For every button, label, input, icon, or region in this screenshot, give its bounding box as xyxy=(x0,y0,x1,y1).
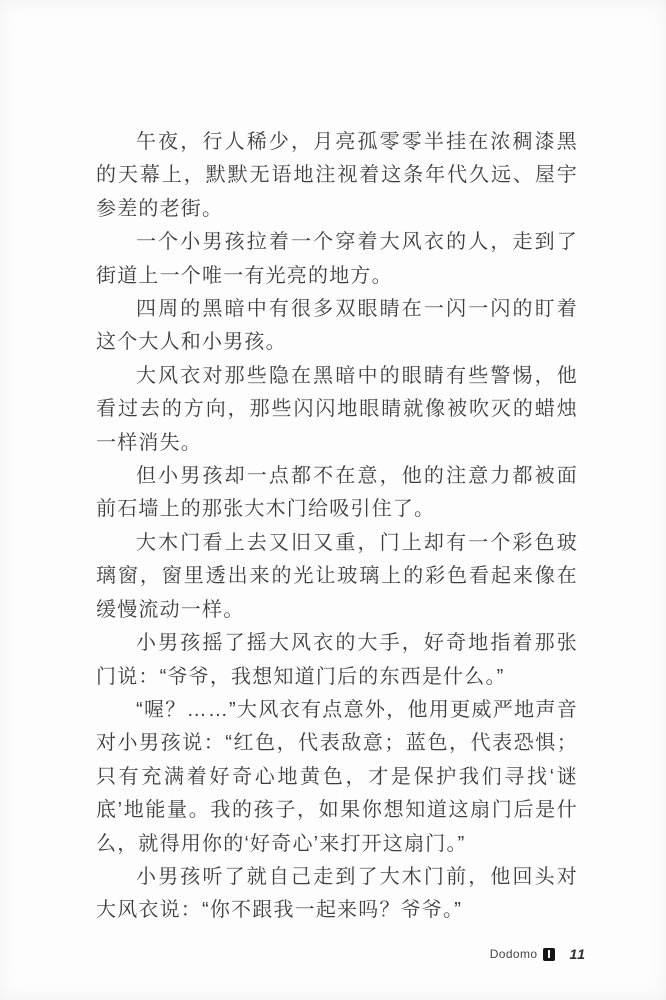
paragraph: 一个小男孩拉着一个穿着大风衣的人，走到了街道上一个唯一有光亮的地方。 xyxy=(96,231,578,287)
paragraph: 四周的黑暗中有很多双眼睛在一闪一闪的盯着这个大人和小男孩。 xyxy=(96,298,578,354)
paragraph: 大木门看上去又旧又重，门上却有一个彩色玻璃窗，窗里透出来的光让玻璃上的彩色看起来像在缓慢流动一样。 xyxy=(96,531,578,621)
dodomo-logo-icon xyxy=(543,948,555,961)
page-footer xyxy=(490,946,586,962)
paragraph: “喔？……”大风衣有点意外，他用更威严地声音对小男孩说：“红色，代表敌意；蓝色，代表恐惧；只有充满着好奇心地黄色，才是保护我们寻找‘谜底’地能量。我的孩子，如果你想知道这扇门后是什么，就得用你的‘好奇心’来打开这扇门。” xyxy=(96,698,578,855)
publisher-name: Dodomo xyxy=(489,947,538,961)
paragraph: 但小男孩却一点都不在意，他的注意力都被面前石墙上的那张大木门给吸引住了。 xyxy=(96,465,578,521)
paragraph: 小男孩听了就自己走到了大木门前，他回头对大风衣说：“你不跟我一起来吗？爷爷。” xyxy=(96,865,578,922)
paragraph: 大风衣对那些隐在黑暗中的眼睛有些警惕，他看过去的方向，那些闪闪地眼睛就像被吹灭的蜡烛一样消失。 xyxy=(96,364,578,454)
body-text xyxy=(96,126,578,928)
paragraph: 小男孩摇了摇大风衣的大手，好奇地指着那张门说：“爷爷，我想知道门后的东西是什么。” xyxy=(96,632,578,688)
logo-bar-shape xyxy=(548,950,550,958)
page-number: 11 xyxy=(569,946,586,962)
paragraph: 午夜，行人稀少，月亮孤零零半挂在浓稠漆黑的天幕上，默默无语地注视着这条年代久远、屋宇参差的老街。 xyxy=(96,131,578,220)
